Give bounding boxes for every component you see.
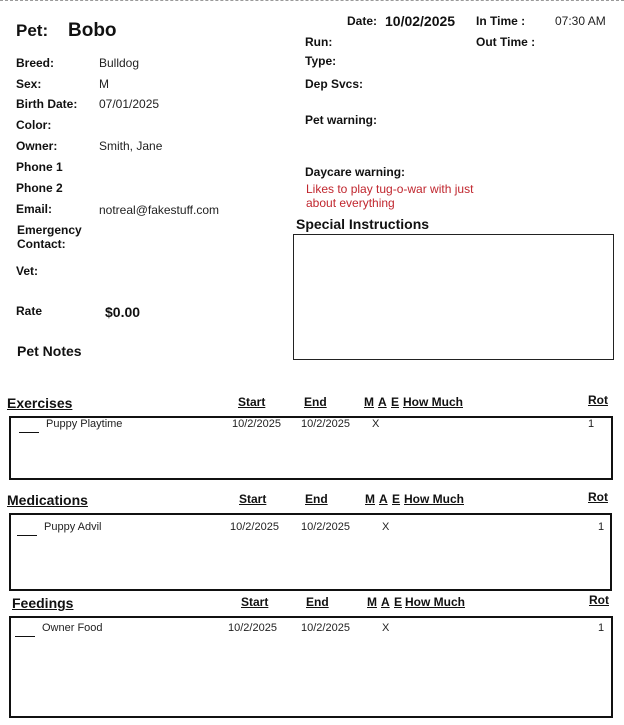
row-start: 10/2/2025 [230,521,279,533]
type-label: Type: [305,54,337,68]
checkbox-line[interactable] [17,535,37,536]
daycare-warning-text: Likes to play tug-o-war with just about everything [306,182,474,210]
col-how-much-header: How Much [403,395,463,409]
owner-value: Smith, Jane [99,139,163,153]
breed-label: Breed: [16,56,55,70]
section-title-feedings: Feedings [12,595,74,611]
rate-label: Rate [16,304,43,318]
col-start-header: Start [241,595,269,609]
col-m-header: M [364,395,374,409]
birth-date-value: 07/01/2025 [99,97,160,111]
row-start: 10/2/2025 [232,418,281,430]
col-how-much-header: How Much [405,595,465,609]
dep-svcs-label: Dep Svcs: [305,77,364,91]
row-start: 10/2/2025 [228,622,277,634]
col-e-header: E [394,595,403,609]
col-e-header: E [392,492,401,506]
row-mark: X [382,521,390,533]
daycare-warning-label: Daycare warning: [305,165,406,179]
birth-date-label: Birth Date: [16,97,78,111]
row-rot: 1 [598,521,605,533]
col-m-header: M [367,595,377,609]
checkbox-line[interactable] [15,636,35,637]
row-name: Puppy Playtime [46,418,123,430]
owner-label: Owner: [16,139,58,153]
rate-value: $0.00 [105,304,141,320]
in-time-value: 07:30 AM [555,14,606,28]
row-end: 10/2/2025 [301,622,350,634]
special-instructions-label: Special Instructions [296,216,430,232]
row-name: Puppy Advil [44,521,102,533]
col-end-header: End [306,595,329,609]
phone1-label: Phone 1 [16,160,63,174]
date-value: 10/02/2025 [385,13,456,29]
row-name: Owner Food [42,622,103,634]
row-end: 10/2/2025 [301,418,350,430]
col-start-header: Start [239,492,267,506]
page-top-border [0,0,624,1]
col-rot-header: Rot [588,393,608,407]
emergency-contact-label-1: Emergency [17,223,82,237]
col-a-header: A [378,395,387,409]
section-title-medications: Medications [7,492,88,508]
col-m-header: M [365,492,375,506]
row-end: 10/2/2025 [301,521,350,533]
vet-label: Vet: [16,264,39,278]
col-rot-header: Rot [589,593,609,607]
col-end-header: End [304,395,327,409]
sex-value: M [99,77,109,91]
col-start-header: Start [238,395,266,409]
date-label: Date: [347,14,378,28]
row-rot: 1 [598,622,605,634]
checkbox-line[interactable] [19,432,39,433]
col-a-header: A [381,595,390,609]
color-label: Color: [16,118,52,132]
sex-label: Sex: [16,77,42,91]
col-a-header: A [379,492,388,506]
row-mark: X [372,418,380,430]
col-end-header: End [305,492,328,506]
pet-name: Bobo [68,20,117,41]
special-instructions-box[interactable] [293,234,614,360]
col-rot-header: Rot [588,490,608,504]
in-time-label: In Time : [476,14,526,28]
pet-label: Pet: [16,21,49,40]
pet-warning-label: Pet warning: [305,113,378,127]
emergency-contact-label-2: Contact: [17,237,66,251]
col-e-header: E [391,395,400,409]
run-label: Run: [305,35,333,49]
breed-value: Bulldog [99,56,140,70]
section-title-exercises: Exercises [7,395,73,411]
row-mark: X [382,622,390,634]
email-label: Email: [16,202,53,216]
row-rot: 1 [588,418,595,430]
pet-notes-label: Pet Notes [17,343,82,359]
col-how-much-header: How Much [404,492,464,506]
email-value: notreal@fakestuff.com [99,203,220,217]
phone2-label: Phone 2 [16,181,63,195]
special-instructions-text [294,235,613,243]
out-time-label: Out Time : [476,35,536,49]
